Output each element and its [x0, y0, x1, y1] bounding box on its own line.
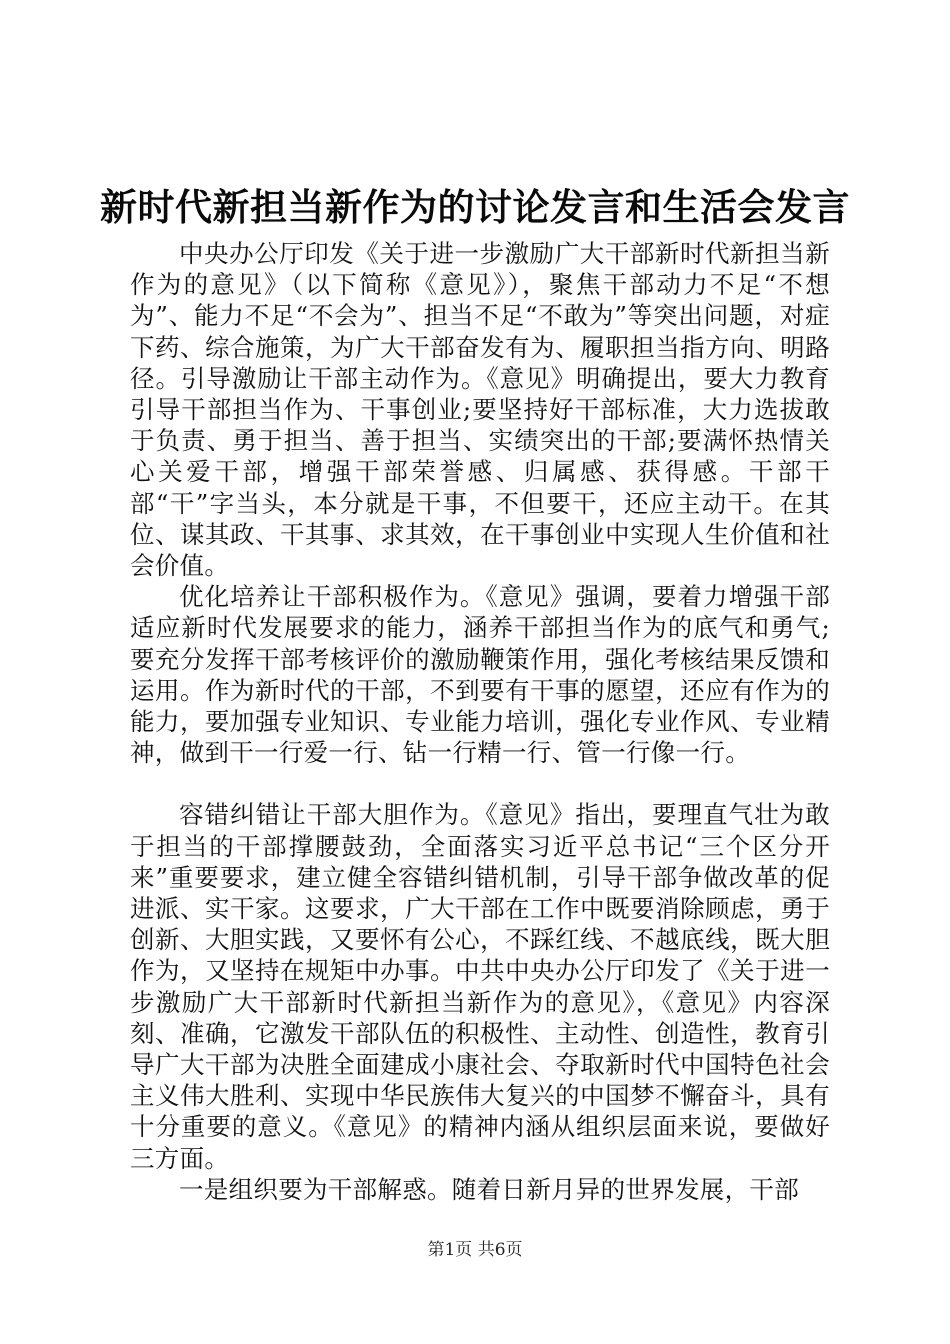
document-title: 新时代新担当新作为的讨论发言和生活会发言	[100, 186, 850, 229]
paragraph-3: 容错纠错让干部大胆作为。《意见》指出，要理直气壮为敢于担当的干部撑腰鼓劲，全面落实习近平总书记“三个区分开来”重要要求，建立健全容错纠错机制，引导干部争做改革的促进派、实干家。这要求，广大干部在工作中既要消除顾虑，勇于创新、大胆实践，又要怀有公心，不踩红线、不越底线，既大胆作为，又坚持在规矩中办事。中共中央办公厅印发了《关于进一步激励广大干部新时代新担当新作为的意见》，《意见》内容深刻、准确，它激发干部队伍的积极性、主动性、创造性，教育引导广大干部为决胜全面建成小康社会、夺取新时代中国特色社会主义伟大胜利、实现中华民族伟大复兴的中国梦不懈奋斗，具有十分重要的意义。《意见》的精神内涵从组织层面来说，要做好三方面。	[130, 800, 831, 1173]
document-body	[130, 238, 830, 1205]
paragraph-4: 一是组织要为干部解惑。随着日新月异的世界发展，干部	[179, 1174, 799, 1204]
paragraph-2: 优化培养让干部积极作为。《意见》强调，要着力增强干部适应新时代发展要求的能力，涵养干部担当作为的底气和勇气;要充分发挥干部考核评价的激励鞭策作用，强化考核结果反馈和运用。作为新时代的干部，不到要有干事的愿望，还应有作为的能力，要加强专业知识、专业能力培训，强化专业作风、专业精神，做到干一行爱一行、钻一行精一行、管一行像一行。	[130, 582, 830, 768]
page-footer: 第1页 共6页	[427, 1240, 523, 1260]
paragraph-1: 中央办公厅印发《关于进一步激励广大干部新时代新担当新作为的意见》（以下简称《意见》），聚焦干部动力不足“不想为”、能力不足“不会为”、担当不足“不敢为”等突出问题，对症下药、综合施策，为广大干部奋发有为、履职担当指方向、明路径。引导激励让干部主动作为。《意见》明确提出，要大力教育引导干部担当作为、干事创业;要坚持好干部标准，大力选拔敢于负责、勇于担当、善于担当、实绩突出的干部;要满怀热情关心关爱干部，增强干部荣誉感、归属感、获得感。干部干部“干”字当头，本分就是干事，不但要干，还应主动干。在其位、谋其政、干其事、求其效，在干事创业中实现人生价值和社会价值。	[130, 239, 830, 581]
